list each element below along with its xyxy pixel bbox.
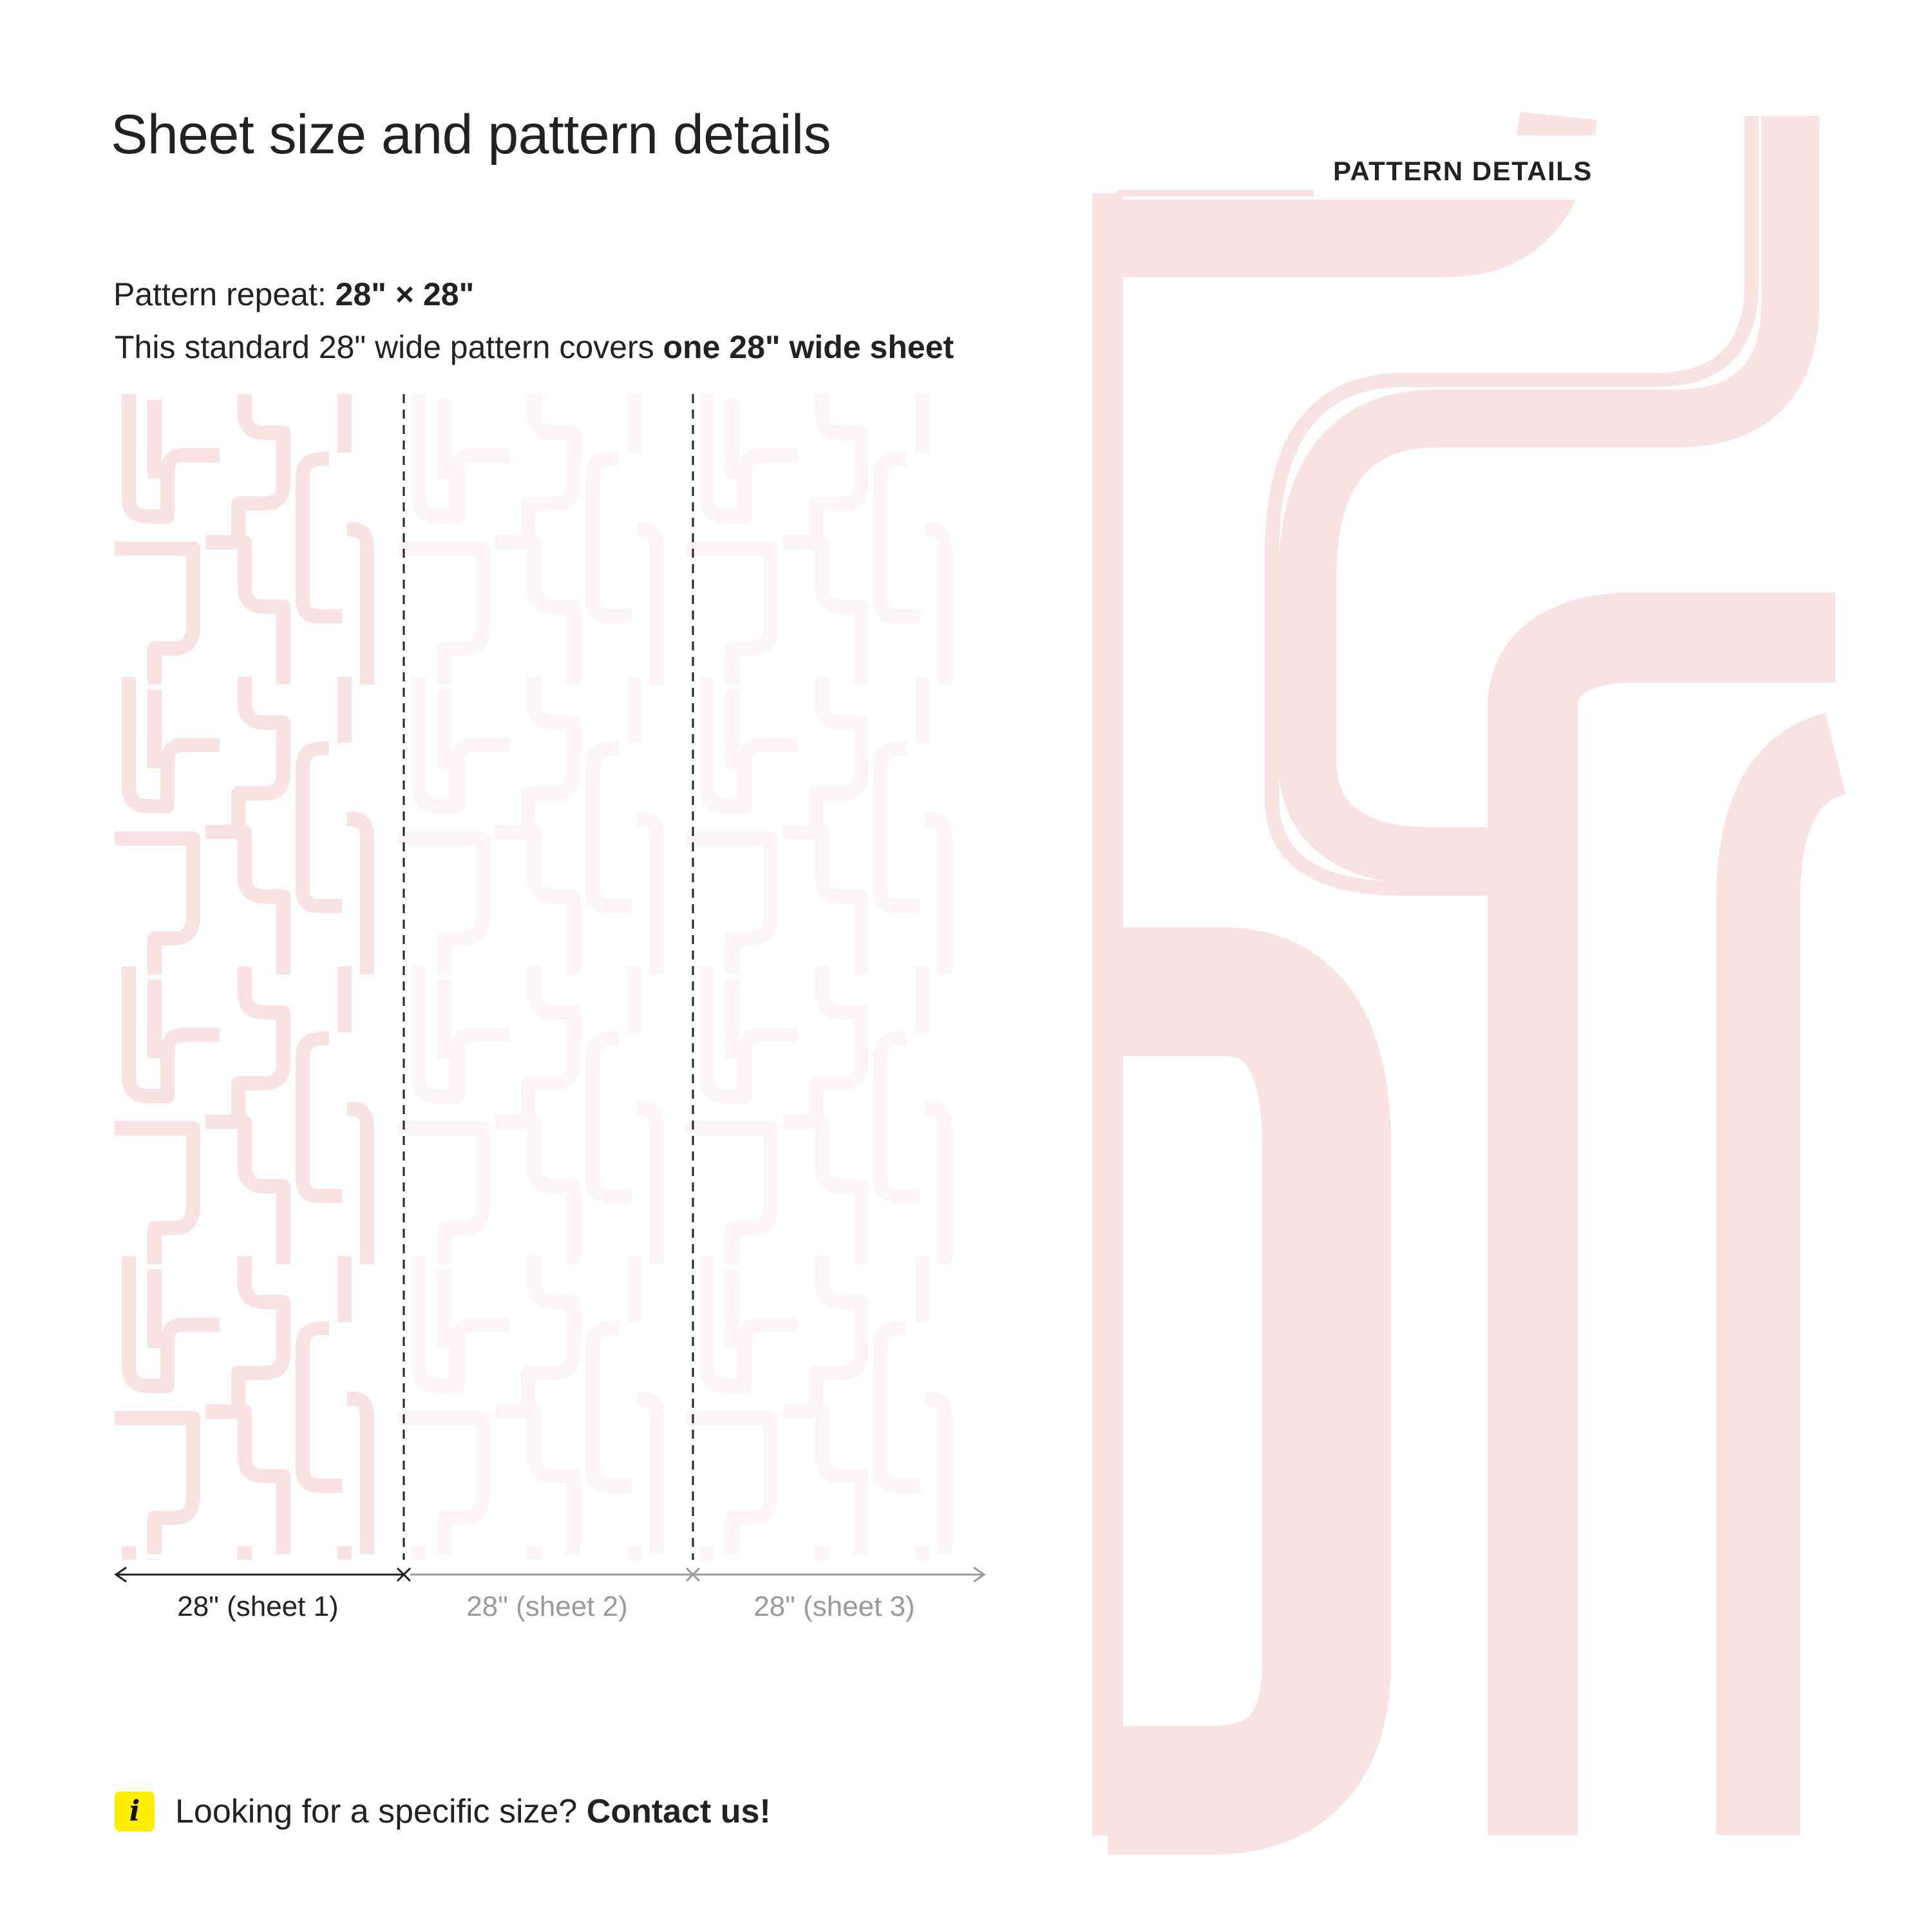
info-icon: i (115, 1792, 155, 1832)
contact-us-link[interactable]: Contact us! (586, 1793, 771, 1830)
sheet-3-width-label: 28" (sheet 3) (753, 1591, 915, 1622)
coverage-prefix: This standard 28" wide pattern covers (115, 329, 663, 365)
pattern-repeat-label: Pattern repeat: (113, 276, 336, 312)
pattern-repeat-value: 28" × 28" (335, 276, 475, 312)
page-title: Sheet size and pattern details (111, 104, 831, 166)
sheet-1-width-label: 28" (sheet 1) (177, 1591, 339, 1622)
coverage-emphasis: one 28" wide sheet (663, 329, 954, 365)
pattern-details-label: PATTERN DETAILS (1333, 156, 1593, 186)
contact-prompt (175, 1792, 771, 1832)
sheet-2-width-label: 28" (sheet 2) (466, 1591, 628, 1622)
contact-prompt-text: Looking for a specific size? (175, 1793, 587, 1830)
